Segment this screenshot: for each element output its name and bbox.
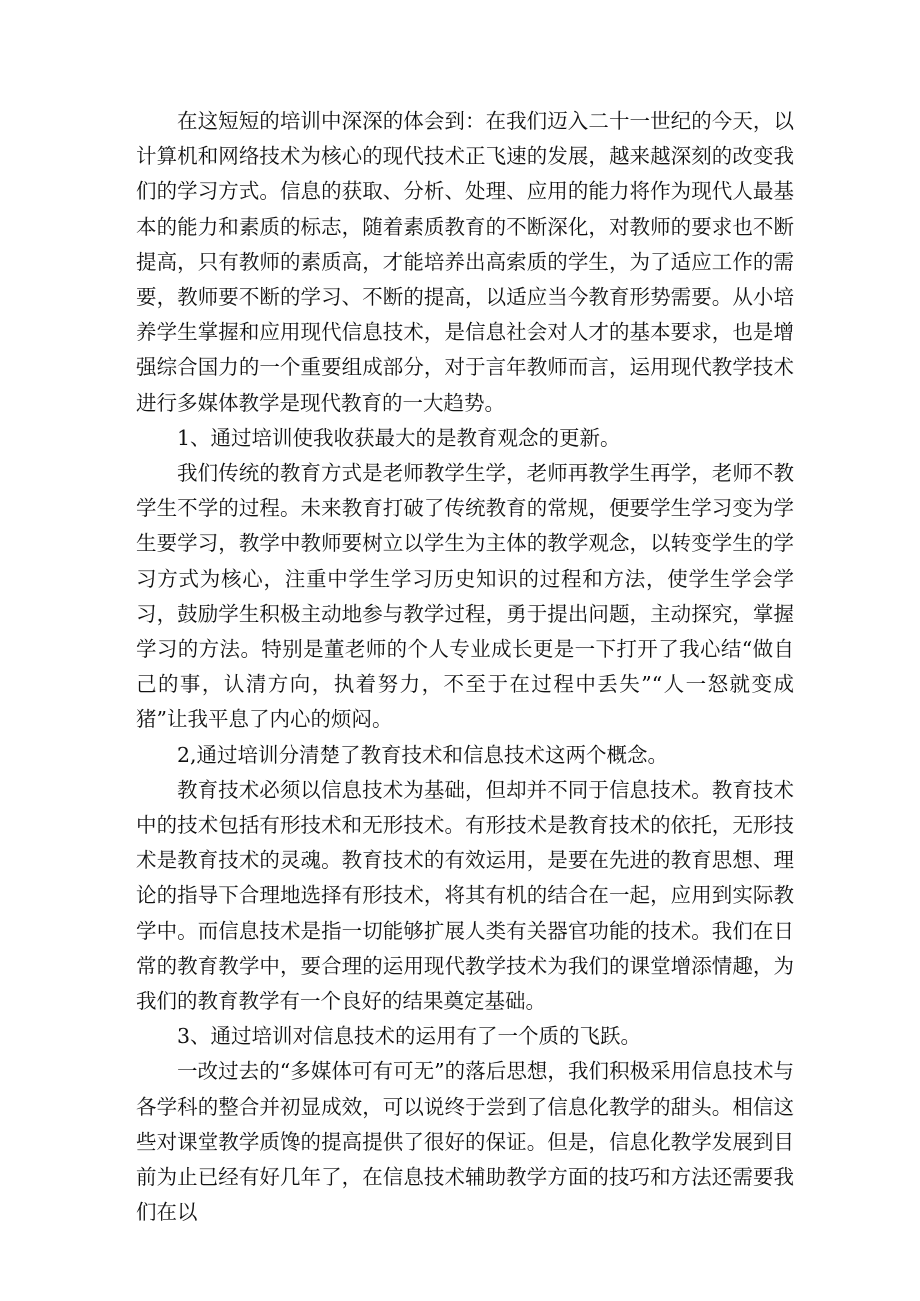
- section-paragraph-1: 我们传统的教育方式是老师教学生学，老师再教学生再学，老师不教学生不学的过程。未来教育打破了传统教育的常规，便要学生学习变为学生要学习，教学中教师要树立以学生为主体的教学观念，以转变学生的学习方式为核心，注重中学生学习历史知识的过程和方法，使学生学会学习，鼓励学生积极主动地参与教学过程，勇于提出问题，主动探究，掌握学习的方法。特别是董老师的个人专业成长更是一下打开了我心结“做自己的事，认清方向，执着努力，不至于在过程中丢失”“人一怒就变成猪”让我平息了内心的烦闷。: [136, 461, 794, 732]
- intro-paragraph: 在这短短的培训中深深的体会到：在我们迈入二十一世纪的今天，以计算机和网络技术为核心的现代技术正飞速的发展，越来越深刻的改变我们的学习方式。信息的获取、分析、处理、应用的能力将作为现代人最基本的能力和素质的标志，随着素质教育的不断深化，对教师的要求也不断提高，只有教师的素质高，才能培养出高索质的学生，为了适应工作的需要，教师要不断的学习、不断的提高，以适应当今教育形势需要。从小培养学生掌握和应用现代信息技术，是信息社会对人才的基本要求，也是增强综合国力的一个重要组成部分，对于言年教师而言，运用现代教学技术进行多媒体教学是现代教育的一大趋势。: [136, 109, 794, 415]
- section-paragraph-2: 教育技术必须以信息技术为基础，但却并不同于信息技术。教育技术中的技术包括有形技术和无形技术。有形技术是教育技术的依托，无形技术是教育技术的灵魂。教育技术的有效运用，是要在先进的教育思想、理论的指导下合理地选择有形技术，将其有机的结合在一起，应用到实际教学中。而信息技术是指一切能够扩展人类有关器官功能的技术。我们在日常的教育教学中，要合理的运用现代教学技术为我们的课堂增添情趣，为我们的教育教学有一个良好的结果奠定基础。: [136, 777, 794, 1014]
- section-heading-1: 1、通过培训使我收获最大的是教育观念的更新。: [177, 425, 621, 450]
- section-paragraph-3: 一改过去的“多媒体可有可无”的落后思想，我们积极采用信息技术与各学科的整合并初显成效，可以说终于尝到了信息化教学的甜头。相信这些对课堂教学质馋的提高提供了很好的保证。但是，信息化教学发展到目前为止已经有好几年了，在信息技术辅助教学方面的技巧和方法还需要我们在以: [136, 1059, 794, 1225]
- section-heading-2: 2,通过培训分清楚了教育技术和信息技术这两个概念。: [177, 742, 669, 767]
- section-heading-3: 3、通过培训对信息技术的运用有了一个质的飞跃。: [177, 1024, 642, 1049]
- document-body: [136, 104, 794, 1231]
